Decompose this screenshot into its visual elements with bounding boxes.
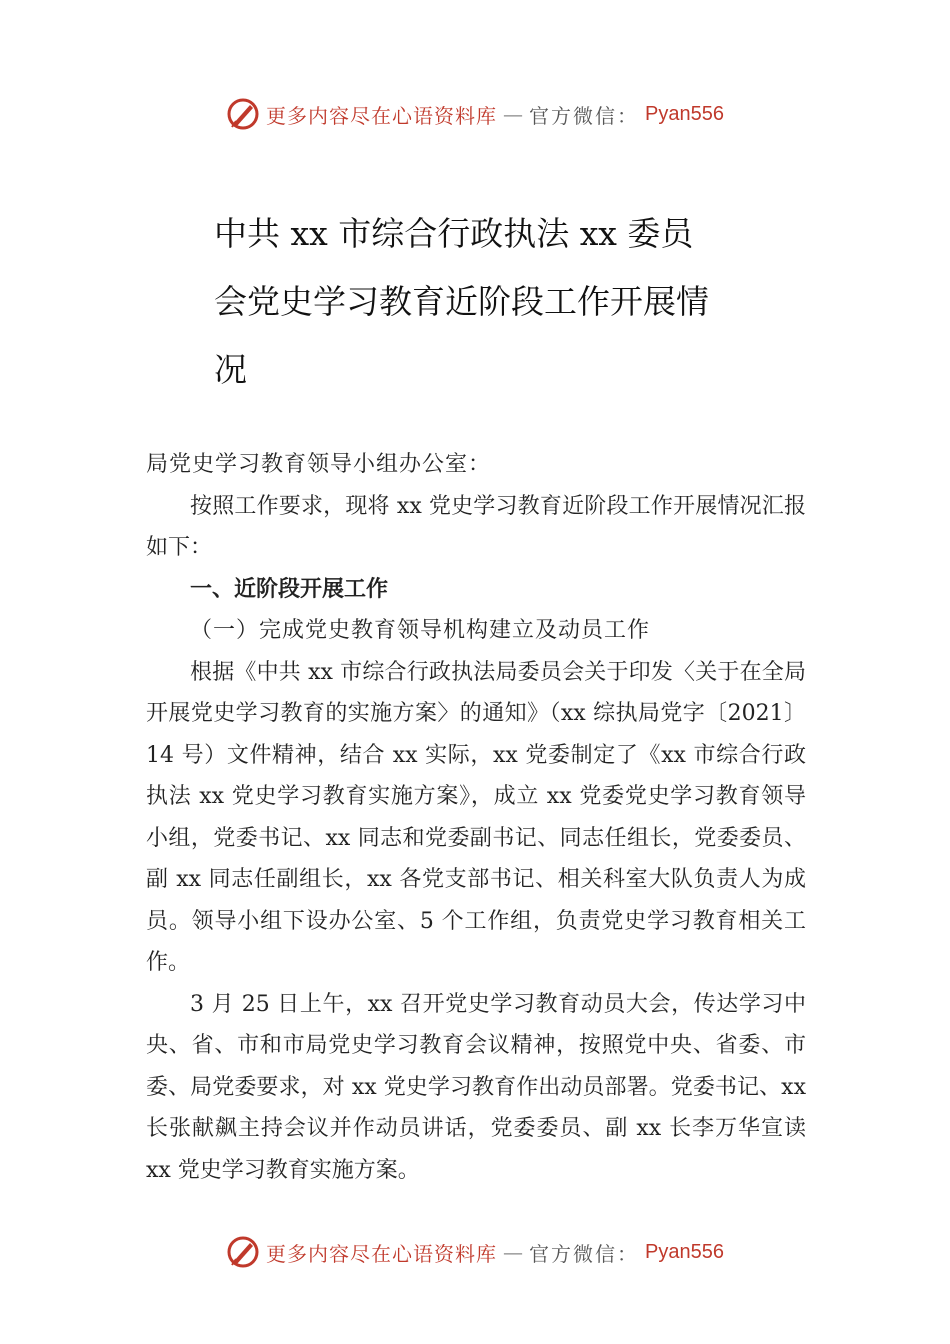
watermark-wechat-id: Pyan556 — [645, 1240, 724, 1263]
watermark-separator: — — [503, 102, 524, 126]
body-paragraph-1: 根据《中共 xx 市综合行政执法局委员会关于印发〈关于在全局开展党史学习教育的实施方案〉的通知》（xx 综执局党字〔2021〕14 号）文件精神，结合 xx 实际，xx 党委制定了《xx 市综合行政执法 xx 党史学习教育实施方案》，成立 xx 党委党史学习教育领导小组，党委书记、xx 同志和党委副书记、同志任组长，党委委员、副 xx 同志任副组长，xx 各党支部书记、相关科室大队负责人为成员。领导小组下设办公室、5 个工作组，负责党史学习教育相关工作。 — [146, 659, 806, 975]
watermark-text: 更多内容尽在心语资料库 — [266, 103, 498, 128]
watermark-wechat-label: 官方微信： — [529, 103, 640, 128]
title-line-1: 中共 xx 市综合行政执法 xx 委员 — [214, 214, 694, 253]
watermark-wechat-id: Pyan556 — [645, 102, 724, 125]
intro-paragraph: 按照工作要求，现将 xx 党史学习教育近阶段工作开展情况汇报如下： — [146, 493, 806, 560]
title-line-3: 况 — [214, 350, 247, 389]
addressee: 局党史学习教育领导小组办公室： — [146, 452, 492, 477]
watermark-banner-top — [0, 94, 950, 134]
watermark-banner-bottom — [0, 1232, 950, 1272]
body-paragraph-2: 3 月 25 日上午，xx 召开党史学习教育动员大会，传达学习中央、省、市和市局党史学习教育会议精神，按照党中央、省委、市委、局党委要求，对 xx 党史学习教育作出动员部署。党委书记、xx 长张献飙主持会议并作动员讲话，党委委员、副 xx 长李万华宣读 xx 党史学习教育实施方案。 — [146, 991, 806, 1183]
watermark-text: 更多内容尽在心语资料库 — [266, 1241, 498, 1266]
document-title — [214, 200, 774, 404]
subsection-heading: （一）完成党史教育领导机构建立及动员工作 — [190, 618, 651, 643]
section-heading: 一、近阶段开展工作 — [190, 576, 389, 602]
watermark-separator: — — [503, 1240, 524, 1264]
quill-pen-icon — [226, 1235, 260, 1269]
document-body — [146, 444, 806, 1191]
title-line-2: 会党史学习教育近阶段工作开展情 — [214, 282, 709, 321]
quill-pen-icon — [226, 97, 260, 131]
watermark-wechat-label: 官方微信： — [529, 1241, 640, 1266]
